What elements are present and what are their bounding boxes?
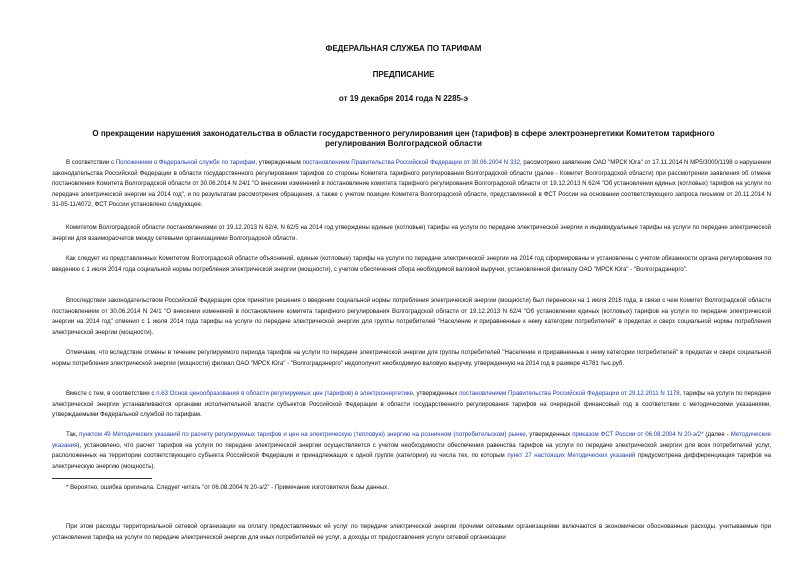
link-methodical-instructions-p49[interactable]: пунктом 49 Методических указаний по расчету регулируемых тарифов и цен на электрическую (тепловую) энергию на розничном (потребительском) рынке: [79, 431, 526, 438]
link-methodical-instructions[interactable]: Методические указания: [52, 431, 772, 449]
link-pricing-fundamentals-p63[interactable]: п.63 Основ ценообразования в области регулируемых цен (тарифов) в электроэнергетике: [156, 390, 414, 397]
footnote: * Вероятно, ошибка оригинала. Следует читать "от 06.08.2004 N 20-э/2" - Примечание изготовителя базы данных.: [66, 484, 389, 491]
paragraph-2: Комитетом Волгоградской области постановлениями от 19.12.2013 N 62/4, N 62/5 на 2014 год утверждены единые (котловые) тарифы на услуги по передаче электрической энергии и индивидуальные тарифы на услуги по передаче электрической энергии для взаиморасчетов между сетевыми организациями Волгоградской области.: [52, 224, 771, 242]
link-fst-order-20e2[interactable]: приказом ФСТ России от 06.08.2004 N 20-э/2*: [572, 431, 704, 438]
paragraph-8: При этом расходы территориальной сетевой организации на оплату предоставляемых ей услуг по передаче электрической энергии прочими сетевыми организациями включаются в экономически обоснованные расходы, учитываемые при установлении тарифа на услуги по передаче электрической энергии для иных потребителей ее услуг, а доходы от предоставления услуги сетевой организации: [52, 523, 771, 541]
paragraph-7: Так, пунктом 49 Методических указаний по расчету регулируемых тарифов и цен на электрическую (тепловую) энергию на розничном (потребительском) рынке, утвержденных приказом ФСТ России от 06.08.2004 N 20-э/2* (далее - Методические указания), установлено, что расчет тарифов на услуги по передаче электрической энергии осуществляется с учетом необходимости обеспечения равенства тарифов на услуги по передаче электрической энергии для всех потребителей услуг, расположенных на территории соответствующего субъекта Российской Федерации и принадлежащих к одной группе (категории) из числа тех, по которым пункт 27 настоящих Методических указаний предусмотрена дифференциация тарифов на электрическую энергию (мощность).: [52, 431, 772, 470]
link-fts-regulation[interactable]: Положением о Федеральной службе по тарифам: [115, 159, 256, 166]
link-government-decree-332[interactable]: постановлением Правительства Российской Федерации от 30.06.2004 N 332: [302, 159, 520, 166]
paragraph-4: Впоследствии законодательством Российской Федерации срок принятия решения о введении социальной нормы потребления электрической энергии (мощности) был перенесен на 1 июля 2016 года, в связи с чем Комитет Волгоградской области постановлением от 30.06.2014 N 24/1 "О внесении изменений в постановление комитета тарифного регулирования Волгоградской области от 19.12.2013 N 62/4 "Об установлении единых (котловых) тарифов на услуги по передаче электрической энергии на 2014 год" отменил с 1 июля 2014 года тарифы на услуги по передаче электрической энергии для группы потребителей "Население и приравненные к нему категории потребителей" в пределах и сверх социальной нормы потребления электрической энергии (мощности).: [52, 297, 771, 336]
paragraph-1: В соответствии с Положением о Федеральной службе по тарифам, утвержденным постановлением Правительства Российской Федерации от 30.06.2004 N 332, рассмотрено заявление ОАО "МРСК Юга" от 17.11.2014 N МР5/3000/1198 о нарушении законодательства Российской Федерации в области государственного регулирования тарифов со стороны Комитета тарифного регулирования Волгоградской области (далее - Комитет Волгоградской области) при рассмотрении заявления об отмене постановления Комитета Волгоградской области от 30.06.2014 N 24/1 "О внесении изменений в постановление комитета тарифного регулирования Волгоградской области от 19.12.2013 N 62/4 "Об установлении единых (котловых) тарифов на услуги по передаче электрической энергии на 2014 год", и по результатам рассмотрения обращения, а также с учетом позиции Комитета Волгоградской области, представленной в ФСТ России на основании соответствующего запроса письмом от 20.11.2014 N 31-05-11/4072, ФСТ России установлено следующее.: [52, 159, 772, 209]
paragraph-6: Вместе с тем, в соответствии с п.63 Основ ценообразования в области регулируемых цен (тарифов) в электроэнергетике, утвержденных постановлением Правительства Российской Федерации от 29.12.2011 N 1178, тарифы на услуги по передаче электрической энергии устанавливаются органами исполнительной власти субъектов Российской Федерации в области государственного регулирования тарифов на очередной финансовый год в соответствии с методическими указаниями, утверждаемыми Федеральной службой по тарифам.: [52, 390, 771, 419]
document-date: от 19 декабря 2014 года N 2285-э: [338, 94, 469, 103]
footnote-divider: [52, 478, 152, 479]
document-type: ПРЕДПИСАНИЕ: [372, 70, 435, 79]
paragraph-3: Как следует из представленных Комитетом Волгоградской области объяснений, единые (котловые) тарифы на услуги по передаче электрической энергии на 2014 год сформированы и установлены с учетом обязанности органа регулирования по введению с 1 июля 2014 года социальной нормы потребления электрической энергии (мощности), с учетом обеспечения сбора необходимой валовой выручки, установленной филиалу ОАО "МРСК Юга" - "Волгоградэнерго".: [52, 255, 771, 273]
link-government-decree-1178[interactable]: постановлением Правительства Российской Федерации от 29.12.2011 N 1178: [459, 390, 680, 397]
link-methodical-instructions-p27[interactable]: пункт 27 настоящих Методических указаний: [507, 452, 636, 460]
agency-name: ФЕДЕРАЛЬНАЯ СЛУЖБА ПО ТАРИФАМ: [325, 44, 482, 53]
document-title: О прекращении нарушения законодательства в области государственного регулирования цен (тарифов) в сфере электроэнергетики Комитетом тарифного регулирования Волгоградской области: [92, 129, 715, 148]
paragraph-5: Отмечаем, что вследствие отмены в течение регулируемого периода тарифов на услуги по передаче электрической энергии для группы потребителей "Население и приравненные к нему категории потребителей" в пределах и сверх социальной нормы потребления электрической энергии (мощности) филиал ОАО "МРСК Юга" - "Волгоградэнерго" недополучит необходимую валовую выручку, утвержденную на 2014 год в размере 41781 тыс.руб.: [52, 349, 771, 367]
